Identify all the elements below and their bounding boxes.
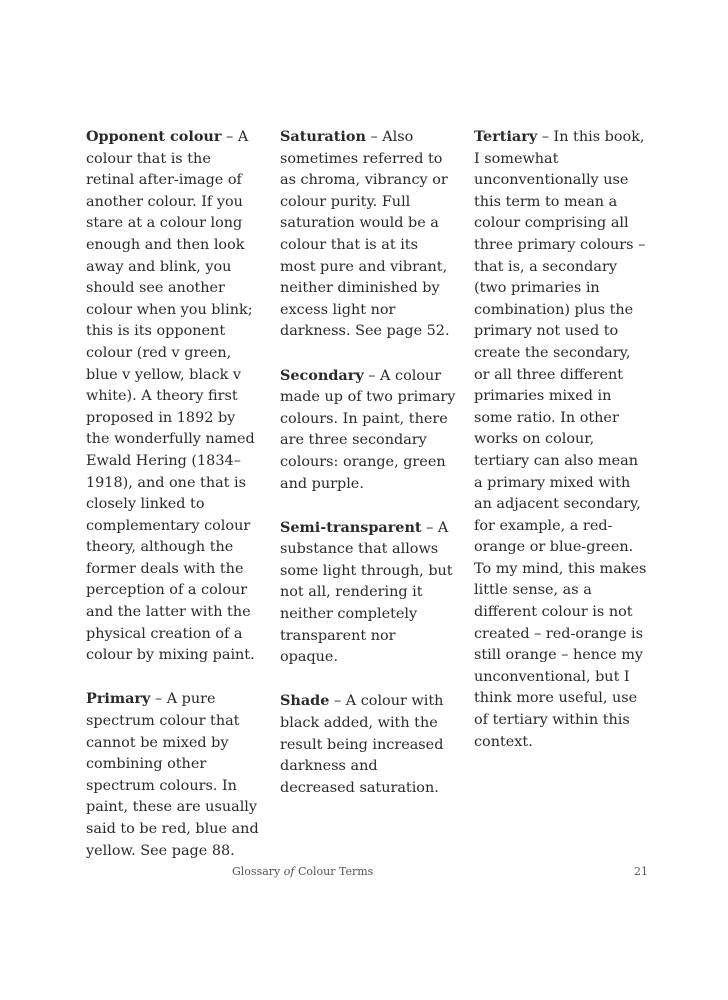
glossary-entry-opponent-colour (86, 126, 262, 667)
glossary-entry-semi-transparent (280, 517, 456, 669)
glossary-column-3 (474, 126, 650, 775)
glossary-definition: – In this book, I somewhat unconventionally use this term to mean a colour comprising all three primary colours – that is, a secondary (two primaries in combination) plus the primary not used to create the secondary, or all three different primaries mixed in some ratio. In other works on colour, tertiary can also mean a primary mixed with an adjacent secondary, for example, a red-orange or blue-green. To my mind, this makes little sense, as a different colour is not created – red-orange is still orange – hence my unconventional, but I think more useful, use of tertiary within this context. (474, 129, 647, 750)
glossary-entry-shade (280, 690, 456, 799)
footer-title-italic: of (283, 865, 295, 878)
glossary-definition: – A colour made up of two primary colours. In paint, there are three secondary colours: orange, green and purple. (280, 367, 456, 492)
glossary-entry-secondary (280, 365, 456, 496)
glossary-term: Saturation (280, 128, 366, 145)
glossary-term: Shade (280, 692, 330, 710)
glossary-entry-saturation (280, 126, 456, 343)
glossary-term: Semi-transparent (280, 518, 422, 536)
page-number: 21 (634, 865, 648, 878)
glossary-definition: – A colour with black added, with the result being increased darkness and decreased saturation. (280, 693, 444, 796)
glossary-column-1 (86, 126, 262, 884)
glossary-definition: – A colour that is the retinal after-image of another colour. If you stare at a colour long enough and then look away and blink, you should see another colour when you blink; this is its opponent colour (red v green, blue v yellow, black v white). A theory first proposed in 1892 by the wonderfully named Ewald Hering (1834–1918), and one that is closely linked to complementary colour theory, although the former deals with the perception of a colour and the latter with the physical creation of a colour by mixing paint. (86, 129, 255, 664)
glossary-term: Primary (86, 690, 151, 708)
glossary-column-2 (280, 126, 456, 821)
glossary-term: Opponent colour (86, 128, 222, 145)
glossary-entry-tertiary (474, 126, 650, 753)
glossary-definition: – Also sometimes referred to as chroma, vibrancy or colour purity. Full saturation would be a colour that is at its most pure and vibrant, neither diminished by excess light nor darkness. See page 52. (280, 129, 450, 340)
glossary-definition: – A pure spectrum colour that cannot be mixed by combining other spectrum colours. In paint, these are usually said to be red, blue and yellow. See page 88. (86, 691, 259, 859)
glossary-definition: – A substance that allows some light through, but not all, rendering it neither completely transparent nor opaque. (280, 519, 453, 666)
glossary-term: Tertiary (474, 128, 538, 145)
glossary-entry-primary (86, 688, 262, 862)
glossary-term: Secondary (280, 366, 364, 384)
footer-title-pre: Glossary (232, 865, 284, 878)
running-footer-title (232, 865, 373, 878)
footer-title-post: Colour Terms (294, 865, 374, 878)
